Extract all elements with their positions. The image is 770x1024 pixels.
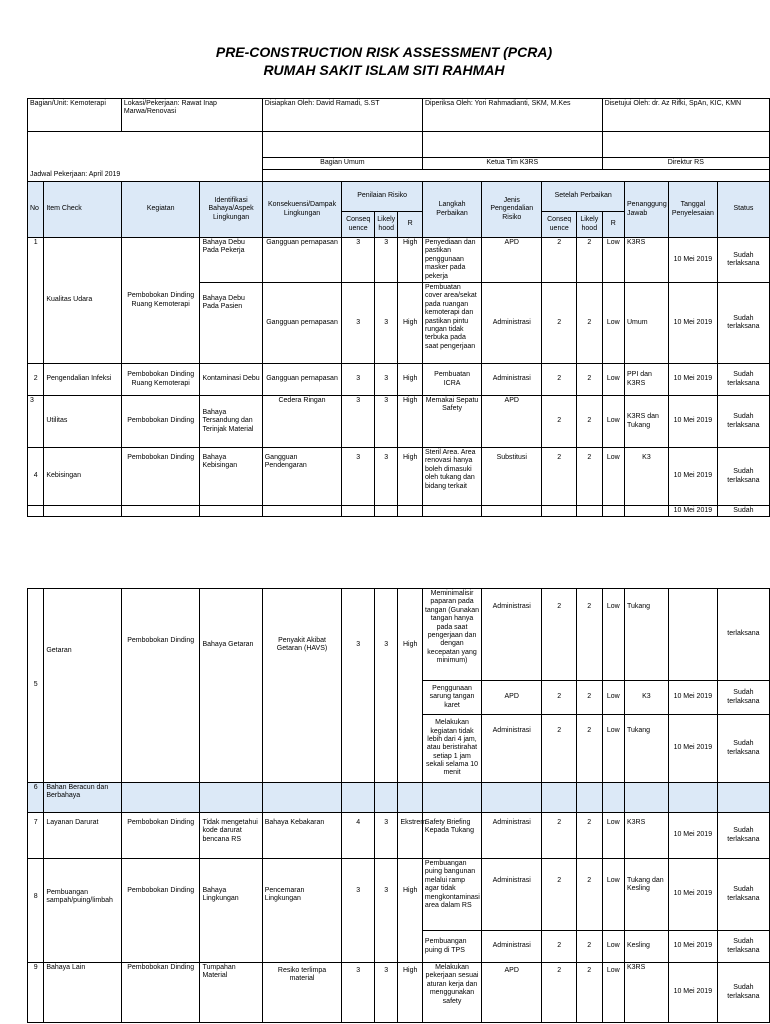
cell-r: High	[398, 859, 422, 963]
cell-steps: Steril Area. Area renovasi hanya boleh dimasuki oleh tukang dan bidang terkait	[422, 448, 481, 506]
info-checked-by: Diperiksa Oleh: Yori Rahmadianti, SKM, M.Kes	[422, 99, 602, 132]
cell-likely: 3	[374, 448, 397, 506]
table-row	[28, 783, 770, 813]
cell-likely-after: 2	[577, 715, 603, 783]
cell-no: 9	[28, 963, 44, 1023]
cell-activity: Pembobokan Dinding Ruang Kemoterapi	[121, 238, 200, 364]
col-conseq-after: Conseq uence	[542, 212, 577, 238]
cell-activity: Pembobokan Dinding	[121, 589, 200, 783]
cell-control-type: APD	[482, 238, 542, 283]
cell-conseq-after: 2	[542, 715, 577, 783]
cell-consequence: Pencemaran Lingkungan	[262, 859, 342, 963]
cell-conseq-after: 2	[542, 396, 577, 448]
cell-status: Sudah terlaksana	[717, 859, 769, 931]
cell-no: 5	[28, 589, 44, 783]
info-location: Lokasi/Pekerjaan: Rawat Inap Marwa/Renovasi	[121, 99, 262, 132]
cell-control-type: Administrasi	[482, 589, 542, 681]
cell-control-type: APD	[482, 681, 542, 715]
cell-conseq-after: 2	[542, 859, 577, 931]
cell-conseq: 3	[342, 963, 375, 1023]
cell-item: Bahaya Lain	[44, 963, 122, 1023]
cell-conseq: 3	[342, 283, 375, 364]
cell-pic: K3RS	[625, 238, 669, 283]
cell-r: High	[398, 283, 423, 364]
cell-status: Sudah terlaksana	[717, 238, 769, 283]
pcra-table-top	[27, 98, 770, 517]
cell-item: Getaran	[44, 589, 122, 783]
cell-r: Ekstrem	[398, 813, 422, 859]
cell-activity: Pembobokan Dinding	[121, 813, 200, 859]
cell-r-after: Low	[602, 448, 624, 506]
cell-pic: Kesling	[624, 931, 668, 963]
cell-conseq-after: 2	[542, 238, 577, 283]
cell-hazard: Bahaya Debu Pada Pasien	[200, 283, 262, 364]
table-row	[28, 238, 770, 283]
cell-r-after: Low	[602, 396, 624, 448]
cell-likely-after: 2	[577, 589, 603, 681]
cell-item: Kualitas Udara	[44, 238, 122, 364]
cell-status: Sudah terlaksana	[717, 396, 769, 448]
cell-conseq: 4	[342, 813, 375, 859]
cell-conseq: 3	[342, 396, 375, 448]
col-no: No	[28, 182, 44, 238]
sign-checked: Ketua Tim K3RS	[422, 158, 602, 170]
cell-steps: Memakai Sepatu Safety	[422, 396, 481, 448]
cell-no: 4	[28, 448, 44, 506]
cell-conseq-after: 2	[542, 364, 577, 396]
cell-item: Pengendalian Infeksi	[44, 364, 122, 396]
cell-conseq: 3	[342, 589, 375, 783]
cell-steps: Pembuangan puing bangunan melalui ramp agar tidak mengkontaminasi area dalam RS	[422, 859, 481, 931]
cell-likely-after: 2	[577, 448, 603, 506]
cell-likely-after: 2	[577, 364, 603, 396]
col-activity: Kegiatan	[121, 182, 200, 238]
cell-steps: Pembuangan puing di TPS	[422, 931, 481, 963]
cell-consequence: Gangguan pernapasan	[262, 364, 342, 396]
cell-steps: Melakukan pekerjaan sesuai aturan kerja dan menggunakan safety	[422, 963, 481, 1023]
cell-item: Bahan Beracun dan Berbahaya	[44, 783, 122, 813]
cell-conseq: 3	[342, 859, 375, 963]
cell-status: Sudah terlaksana	[717, 963, 769, 1023]
col-date: Tanggal Penyelesaian	[668, 182, 717, 238]
table-row	[28, 364, 770, 396]
cell-conseq-after: 2	[542, 448, 577, 506]
cell-steps: Meminimalisir paparan pada tangan (Gunakan tangan hanya pada saat pengerjaan dan dengan kecepatan yang minimum)	[422, 589, 481, 681]
col-status: Status	[717, 182, 769, 238]
cell-pic: K3	[625, 448, 669, 506]
cell-hazard: Bahaya Kebisingan	[200, 448, 262, 506]
cell-date: 10 Mei 2019	[668, 283, 717, 364]
col-after: Setelah Perbaikan	[542, 182, 625, 212]
page-title: PRE-CONSTRUCTION RISK ASSESSMENT (PCRA)	[215, 44, 553, 60]
cell-date: 10 Mei 2019	[668, 238, 717, 283]
cell-likely: 3	[374, 238, 397, 283]
cell-control-type: Administrasi	[482, 364, 542, 396]
table-row	[28, 506, 770, 517]
cell-conseq: 3	[342, 238, 375, 283]
col-conseq: Conseq uence	[342, 212, 375, 238]
cell-pic: K3	[624, 681, 668, 715]
cell-activity: Pembobokan Dinding	[121, 396, 200, 448]
cell-hazard: Bahaya Getaran	[200, 589, 262, 783]
cell-no: 7	[28, 813, 44, 859]
cell-pic: Tukang dan Kesling	[624, 859, 668, 931]
cell-date: 10 Mei 2019	[668, 681, 717, 715]
cell-status: Sudah terlaksana	[717, 364, 769, 396]
cell-likely: 3	[374, 364, 397, 396]
col-likely-after: Likely hood	[577, 212, 603, 238]
cell-date: 10 Mei 2019	[668, 396, 717, 448]
table-row	[28, 448, 770, 506]
cell-r: High	[398, 364, 423, 396]
cell-status: Sudah terlaksana	[717, 715, 769, 783]
cell-r: High	[398, 589, 422, 783]
cell-control-type: Substitusi	[482, 448, 542, 506]
cell-r-after: Low	[602, 238, 624, 283]
cell-likely: 3	[374, 963, 397, 1023]
cell-pic: K3RS	[624, 813, 668, 859]
cell-pic: PPI dan K3RS	[625, 364, 669, 396]
cell-no: 8	[28, 859, 44, 963]
col-consequence: Konsekuensi/Dampak Lingkungan	[262, 182, 342, 238]
cell-r: High	[398, 448, 423, 506]
cell-status: Sudah terlaksana	[717, 448, 769, 506]
cell-date: 10 Mei 2019	[668, 715, 717, 783]
col-hazard: Identifikasi Bahaya/Aspek Lingkungan	[200, 182, 262, 238]
cell-hazard: Tidak mengetahui kode darurat bencana RS	[200, 813, 262, 859]
cell-conseq-after: 2	[542, 589, 577, 681]
cell-hazard: Bahaya Debu Pada Pekerja	[200, 238, 262, 283]
cell-conseq: 3	[342, 448, 375, 506]
pcra-table-bottom	[27, 588, 770, 1023]
info-prepared-by: Disiapkan Oleh: David Ramadi, S.ST	[262, 99, 422, 132]
cell-consequence: Penyakit Akibat Getaran (HAVS)	[262, 589, 342, 783]
cell-r-after: Low	[602, 283, 624, 364]
table-row	[28, 589, 770, 681]
cell-likely-after: 2	[577, 238, 603, 283]
cell-hazard: Bahaya Lingkungan	[200, 859, 262, 963]
col-r: R	[398, 212, 423, 238]
cell-likely-after: 2	[577, 859, 603, 931]
cell-date: 10 Mei 2019	[668, 963, 717, 1023]
cell-conseq-after: 2	[542, 283, 577, 364]
cell-date: 10 Mei 2019	[668, 506, 717, 517]
cell-steps: Pembuatan cover area/sekat pada ruangan kemoterapi dan pastikan pintu rungan tidak terbuka pada saat pengerjaan	[422, 283, 481, 364]
cell-pic: K3RS	[624, 963, 668, 1023]
cell-pic: Tukang	[624, 589, 668, 681]
info-unit: Bagian/Unit: Kemoterapi	[28, 99, 122, 132]
cell-item: Utilitas	[44, 396, 122, 448]
cell-activity: Pembobokan Dinding	[121, 859, 200, 963]
cell-likely-after: 2	[577, 283, 603, 364]
cell-r-after: Low	[602, 813, 624, 859]
cell-activity: Pembobokan Dinding Ruang Kemoterapi	[121, 364, 200, 396]
cell-control-type: Administrasi	[482, 859, 542, 931]
cell-conseq: 3	[342, 364, 375, 396]
cell-pic: Umum	[625, 283, 669, 364]
cell-hazard: Bahaya Tersandung dan Terinjak Material	[200, 396, 262, 448]
cell-date: 10 Mei 2019	[668, 364, 717, 396]
cell-steps: Penyediaan dan pastikan penggunaan masker pada pekerja	[422, 238, 481, 283]
table-row	[28, 396, 770, 448]
cell-status: Sudah terlaksana	[717, 931, 769, 963]
cell-consequence: Gangguan pernapasan	[262, 283, 342, 364]
cell-item: Pembuangan sampah/puing/limbah	[44, 859, 122, 963]
cell-likely-after: 2	[577, 813, 603, 859]
cell-status: terlaksana	[717, 589, 769, 681]
cell-date: 10 Mei 2019	[668, 448, 717, 506]
cell-steps: Penggunaan sarung tangan karet	[422, 681, 481, 715]
cell-r-after: Low	[602, 589, 624, 681]
info-schedule: Jadwal Pekerjaan: April 2019	[28, 170, 263, 182]
cell-r-after: Low	[602, 364, 624, 396]
cell-r-after: Low	[602, 859, 624, 931]
cell-control-type: Administrasi	[482, 715, 542, 783]
cell-likely-after: 2	[577, 963, 603, 1023]
cell-consequence: Gangguan Pendengaran	[262, 448, 342, 506]
cell-r: High	[398, 396, 423, 448]
cell-hazard: Tumpahan Material	[200, 963, 262, 1023]
col-risk-eval: Penilaian Risiko	[342, 182, 423, 212]
cell-status: Sudah	[717, 506, 769, 517]
cell-no: 6	[28, 783, 44, 813]
cell-r-after: Low	[602, 715, 624, 783]
cell-r: High	[398, 238, 423, 283]
cell-no: 2	[28, 364, 44, 396]
cell-no: 3	[28, 396, 44, 448]
cell-consequence: Bahaya Kebakaran	[262, 813, 342, 859]
cell-conseq-after: 2	[542, 813, 577, 859]
sign-approved: Direktur RS	[602, 158, 769, 170]
cell-consequence: Resiko terlimpa material	[262, 963, 342, 1023]
col-r-after: R	[602, 212, 624, 238]
cell-conseq-after: 2	[542, 963, 577, 1023]
cell-item: Layanan Darurat	[44, 813, 122, 859]
cell-control-type: Administrasi	[482, 931, 542, 963]
cell-likely-after: 2	[577, 931, 603, 963]
cell-likely-after: 2	[577, 681, 603, 715]
cell-likely: 3	[374, 859, 397, 963]
cell-steps: Melakukan kegiatan tidak lebih dari 4 jam, atau beristirahat setiap 1 jam sekali selama 10 menit	[422, 715, 481, 783]
col-likely: Likely hood	[374, 212, 397, 238]
table-row	[28, 963, 770, 1023]
col-steps: Langkah Perbaikan	[422, 182, 481, 238]
cell-likely: 3	[374, 813, 397, 859]
cell-control-type: APD	[482, 963, 542, 1023]
cell-control-type: Administrasi	[482, 283, 542, 364]
cell-activity: Pembobokan Dinding	[121, 963, 200, 1023]
cell-steps: Safety Briefing Kepada Tukang	[422, 813, 481, 859]
cell-date: 10 Mei 2019	[668, 931, 717, 963]
col-pic: Penanggung Jawab	[625, 182, 669, 238]
cell-r-after: Low	[602, 931, 624, 963]
cell-date: 10 Mei 2019	[668, 813, 717, 859]
cell-status: Sudah terlaksana	[717, 813, 769, 859]
table-row	[28, 813, 770, 859]
cell-no: 1	[28, 238, 44, 364]
cell-likely-after: 2	[577, 396, 603, 448]
cell-hazard: Kontaminasi Debu	[200, 364, 262, 396]
cell-consequence: Gangguan pernapasan	[262, 238, 342, 283]
cell-r-after: Low	[602, 681, 624, 715]
cell-status: Sudah terlaksana	[717, 283, 769, 364]
cell-pic: Tukang	[624, 715, 668, 783]
cell-conseq-after: 2	[542, 931, 577, 963]
cell-item: Kebisingan	[44, 448, 122, 506]
cell-likely: 3	[374, 396, 397, 448]
cell-likely: 3	[374, 283, 397, 364]
col-item: Item Check	[44, 182, 122, 238]
cell-control-type: APD	[482, 396, 542, 448]
info-approved-by: Disetujui Oleh: dr. Az Rifki, SpAn, KIC, KMN	[602, 99, 769, 132]
col-control-type: Jenis Pengendalian Risiko	[482, 182, 542, 238]
cell-r-after: Low	[602, 963, 624, 1023]
cell-r: High	[398, 963, 422, 1023]
cell-status: Sudah terlaksana	[717, 681, 769, 715]
cell-activity: Pembobokan Dinding	[121, 448, 200, 506]
cell-pic: K3RS dan Tukang	[625, 396, 669, 448]
cell-conseq-after: 2	[542, 681, 577, 715]
cell-control-type: Administrasi	[482, 813, 542, 859]
cell-consequence: Cedera Ringan	[262, 396, 342, 448]
cell-steps: Pembuatan ICRA	[422, 364, 481, 396]
cell-date: 10 Mei 2019	[668, 859, 717, 931]
cell-likely: 3	[374, 589, 397, 783]
page-subtitle: RUMAH SAKIT ISLAM SITI RAHMAH	[263, 62, 505, 78]
sign-prepared: Bagian Umum	[262, 158, 422, 170]
table-row	[28, 859, 770, 931]
